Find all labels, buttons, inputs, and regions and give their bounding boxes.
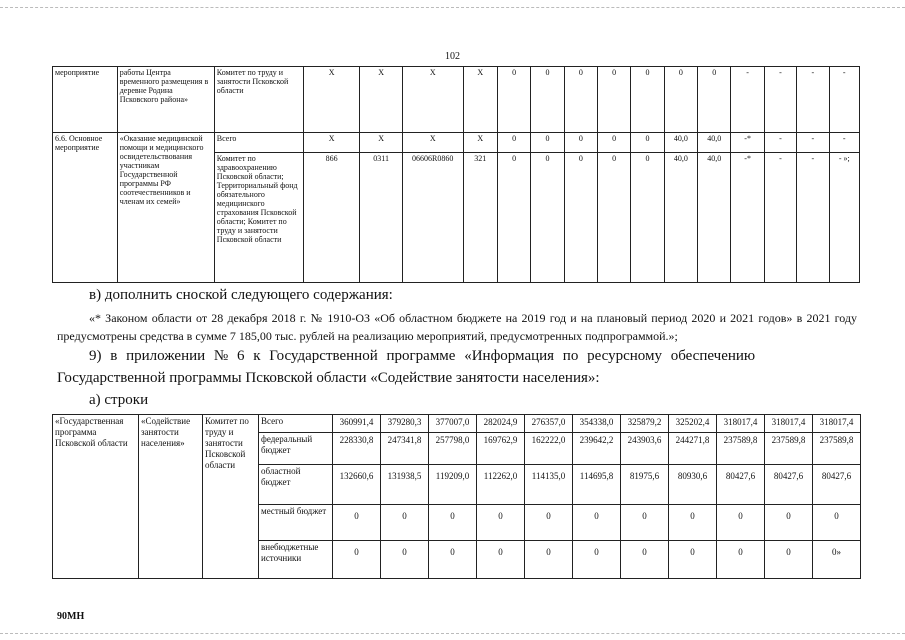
table-cell: 114695,8 xyxy=(573,465,621,505)
table-cell: работы Центра временного размещения в деревне Родина Псковского района» xyxy=(117,67,214,133)
table-cell: 321 xyxy=(463,153,497,283)
table-cell: 0 xyxy=(333,541,381,579)
table-cell: 237589,8 xyxy=(717,433,765,465)
table-cell: 0 xyxy=(598,153,631,283)
table-cell: 0 xyxy=(669,505,717,541)
table-cell: 112262,0 xyxy=(477,465,525,505)
table-cell: 257798,0 xyxy=(429,433,477,465)
table-cell: 0 xyxy=(621,505,669,541)
table-cell: 169762,9 xyxy=(477,433,525,465)
table-cell: Комитет по здравоохранению Псковской области; Территориальный фонд обязательного медицинского страхования Псковской области; Комитет по труду и занятости Псковской области xyxy=(214,153,303,283)
table-cell: 131938,5 xyxy=(381,465,429,505)
table-cell: 0 xyxy=(664,67,697,133)
table-cell: 0 xyxy=(598,67,631,133)
table-row xyxy=(53,133,860,153)
scan-artifact-bottom xyxy=(0,633,905,635)
table-cell: 282024,9 xyxy=(477,415,525,433)
table-cell: Комитет по труду и занятости Псковской области xyxy=(203,415,259,579)
table-cell: 0 xyxy=(573,505,621,541)
table-cell: 318017,4 xyxy=(717,415,765,433)
table-cell: 0 xyxy=(564,133,597,153)
table-cell: Комитет по труду и занятости Псковской области xyxy=(214,67,303,133)
table-cell: X xyxy=(360,133,402,153)
table-cell: 0 xyxy=(698,67,731,133)
table-cell: 360991,4 xyxy=(333,415,381,433)
table-cell: внебюджетные источники xyxy=(259,541,333,579)
table-cell: 0 xyxy=(497,133,530,153)
table-cell: 0 xyxy=(631,133,664,153)
table-cell: 114135,0 xyxy=(525,465,573,505)
paragraph-footnote-intro: в) дополнить сноской следующего содержания: xyxy=(89,287,393,303)
table-cell: 377007,0 xyxy=(429,415,477,433)
table-cell: мероприятие xyxy=(53,67,118,133)
table-cell: -* xyxy=(731,153,764,283)
table-cell: 06606R0860 xyxy=(402,153,463,283)
table-cell: 247341,8 xyxy=(381,433,429,465)
table-cell: 243903,6 xyxy=(621,433,669,465)
table-cell: 0 xyxy=(525,541,573,579)
activities-table xyxy=(52,66,860,283)
table-cell: 276357,0 xyxy=(525,415,573,433)
table-cell: 132660,6 xyxy=(333,465,381,505)
table-cell: 0 xyxy=(429,505,477,541)
funding-table xyxy=(52,414,861,579)
table-cell: «Содействие занятости населения» xyxy=(139,415,203,579)
table-cell: 0 xyxy=(573,541,621,579)
table-cell: 0 xyxy=(717,541,765,579)
table-cell: 318017,4 xyxy=(813,415,861,433)
table-cell: 0 xyxy=(381,505,429,541)
table-cell: - xyxy=(797,133,829,153)
table-cell: -* xyxy=(731,133,764,153)
table-cell: 0 xyxy=(631,67,664,133)
table-row xyxy=(53,67,860,133)
table-cell: 237589,8 xyxy=(765,433,813,465)
table-cell: 0 xyxy=(765,505,813,541)
table-cell: 0 xyxy=(669,541,717,579)
table-cell: 866 xyxy=(303,153,360,283)
table-cell: 379280,3 xyxy=(381,415,429,433)
table-row xyxy=(53,415,861,433)
table-cell: 228330,8 xyxy=(333,433,381,465)
table-cell: 318017,4 xyxy=(765,415,813,433)
table-cell: 325202,4 xyxy=(669,415,717,433)
table-cell: 239642,2 xyxy=(573,433,621,465)
table-cell: - xyxy=(731,67,764,133)
table-cell: 40,0 xyxy=(698,153,731,283)
table-cell: 0 xyxy=(429,541,477,579)
table-cell: X xyxy=(303,133,360,153)
table-cell: 0» xyxy=(813,541,861,579)
table-cell: 162222,0 xyxy=(525,433,573,465)
table-cell: 0 xyxy=(497,67,530,133)
table-cell: 0 xyxy=(381,541,429,579)
table-cell: 80427,6 xyxy=(717,465,765,505)
table-cell: 354338,0 xyxy=(573,415,621,433)
table-cell: федеральный бюджет xyxy=(259,433,333,465)
table-cell: Всего xyxy=(214,133,303,153)
table-cell: - xyxy=(829,133,859,153)
table-cell: «Государственная программа Псковской области xyxy=(53,415,139,579)
table-cell: 244271,8 xyxy=(669,433,717,465)
table-cell: 0 xyxy=(631,153,664,283)
table-cell: 80427,6 xyxy=(813,465,861,505)
table-cell: X xyxy=(402,133,463,153)
table-cell: - xyxy=(764,67,796,133)
table-cell: 0 xyxy=(564,67,597,133)
table-cell: 40,0 xyxy=(664,153,697,283)
table-cell: X xyxy=(463,67,497,133)
table-cell: 0 xyxy=(813,505,861,541)
table-cell: - xyxy=(764,133,796,153)
table-cell: 0 xyxy=(531,67,564,133)
table-cell: 0 xyxy=(531,133,564,153)
table-cell: 119209,0 xyxy=(429,465,477,505)
paragraph-item-9-line1: 9) в приложении № 6 к Государственной программе «Информация по ресурсному обеспечению xyxy=(89,348,756,364)
table-cell: X xyxy=(303,67,360,133)
paragraph-rows-intro: а) строки xyxy=(89,392,149,408)
page-number: 102 xyxy=(445,51,460,62)
table-cell: - xyxy=(797,153,829,283)
table-cell: «Оказание медицинской помощи и медицинского освидетельствования участникам Государственной программы РФ соотечественников и членам их семей» xyxy=(117,133,214,283)
scan-artifact-top xyxy=(0,7,905,9)
table-cell: 0 xyxy=(621,541,669,579)
paragraph-footnote-text: «* Законом области от 28 декабря 2018 г. № 1910-ОЗ «Об областном бюджете на 2019 год и на плановый период 2020 и 2021 годов» в 2021 году предусмотрены средства в сумме 7 185,00 тыс. рублей на реализацию мероприятий, предусмотренных подпрограммой.»; xyxy=(57,311,857,343)
table-cell: 0 xyxy=(564,153,597,283)
table-cell: 0 xyxy=(525,505,573,541)
table-cell: X xyxy=(402,67,463,133)
table-cell: 325879,2 xyxy=(621,415,669,433)
table-cell: X xyxy=(360,67,402,133)
document-code: 90МН xyxy=(57,611,85,622)
table-cell: 80427,6 xyxy=(765,465,813,505)
table-cell: 80930,6 xyxy=(669,465,717,505)
table-cell: 0 xyxy=(765,541,813,579)
table-cell: 0 xyxy=(333,505,381,541)
table-cell: 0 xyxy=(531,153,564,283)
table-cell: 0311 xyxy=(360,153,402,283)
table-cell: областной бюджет xyxy=(259,465,333,505)
table-cell: X xyxy=(463,133,497,153)
table-cell: - xyxy=(764,153,796,283)
paragraph-item-9-line2: Государственной программы Псковской области «Содействие занятости населения»: xyxy=(57,370,600,386)
table-cell: - »; xyxy=(829,153,859,283)
table-cell: 6.6. Основное мероприятие xyxy=(53,133,118,283)
table-cell: 0 xyxy=(717,505,765,541)
table-cell: 0 xyxy=(497,153,530,283)
table-cell: - xyxy=(829,67,859,133)
table-cell: 237589,8 xyxy=(813,433,861,465)
table-cell: 40,0 xyxy=(664,133,697,153)
table-cell: 0 xyxy=(598,133,631,153)
table-cell: местный бюджет xyxy=(259,505,333,541)
table-cell: 0 xyxy=(477,505,525,541)
table-cell: 0 xyxy=(477,541,525,579)
table-cell: - xyxy=(797,67,829,133)
table-cell: 81975,6 xyxy=(621,465,669,505)
table-cell: 40,0 xyxy=(698,133,731,153)
table-cell: Всего xyxy=(259,415,333,433)
